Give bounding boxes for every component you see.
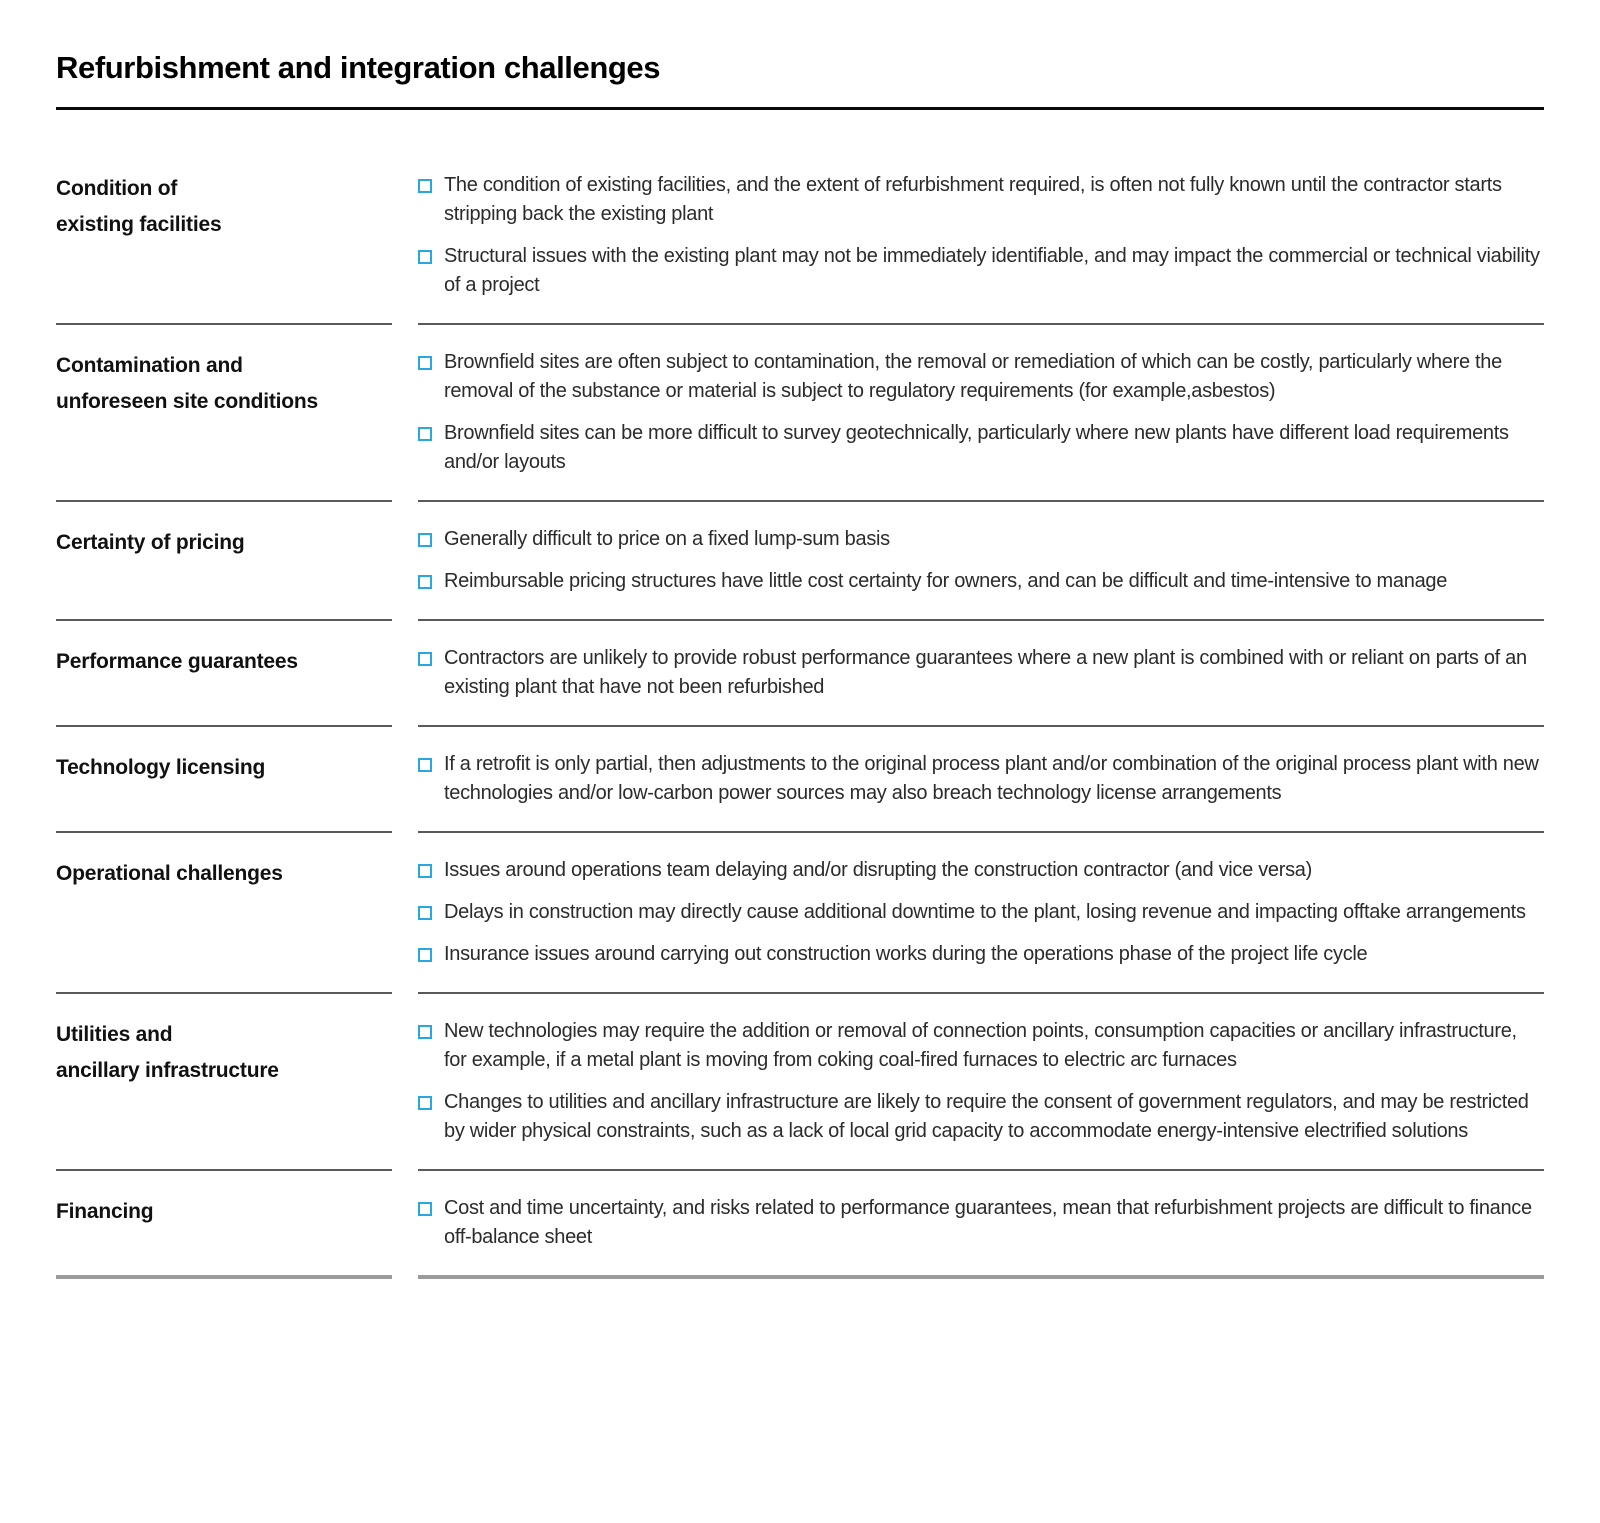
page-title: Refurbishment and integration challenges: [56, 50, 661, 85]
bullet-item: [418, 525, 1544, 554]
square-bullet-icon: [418, 1096, 432, 1110]
bullet-item: [418, 567, 1544, 596]
square-bullet-icon: [418, 427, 432, 441]
bullet-item: [418, 419, 1544, 477]
row-label-line: Utilities and: [56, 1022, 173, 1046]
row-label-line: Contamination and: [56, 353, 243, 377]
row-bullets: [418, 727, 1544, 833]
row-bullets: [418, 994, 1544, 1171]
square-bullet-icon: [418, 948, 432, 962]
bullet-text: Delays in construction may directly cause additional downtime to the plant, losing revenue and impacting offtake arrangements: [444, 900, 1526, 923]
row-label-line: existing facilities: [56, 212, 222, 236]
bullet-item: [418, 171, 1544, 229]
table-row: [56, 727, 1544, 833]
square-bullet-icon: [418, 533, 432, 547]
row-label: [56, 1171, 392, 1279]
row-label: [56, 148, 392, 325]
square-bullet-icon: [418, 906, 432, 920]
bullet-item: [418, 1017, 1544, 1075]
bullet-text: Structural issues with the existing plant may not be immediately identifiable, and may impact the commercial or technical viability of a project: [444, 244, 1540, 296]
row-bullets: [418, 148, 1544, 325]
bullet-text: Reimbursable pricing structures have little cost certainty for owners, and can be difficult and time-intensive to manage: [444, 569, 1448, 592]
row-label-line: Performance guarantees: [56, 649, 298, 673]
row-label-line: Certainty of pricing: [56, 530, 245, 554]
bullet-text: Insurance issues around carrying out construction works during the operations phase of the project life cycle: [444, 942, 1368, 965]
square-bullet-icon: [418, 652, 432, 666]
bullet-text: Brownfield sites are often subject to contamination, the removal or remediation of which can be costly, particularly where the removal of the substance or material is subject to regulatory requirements (for example,asbestos): [444, 350, 1502, 402]
bullet-text: Cost and time uncertainty, and risks related to performance guarantees, mean that refurbishment projects are difficult to finance off-balance sheet: [444, 1196, 1532, 1248]
bullet-item: [418, 644, 1544, 702]
row-label: [56, 621, 392, 727]
row-label-line: Condition of: [56, 176, 178, 200]
bullet-text: If a retrofit is only partial, then adjustments to the original process plant and/or combination of the original process plant with new technologies and/or low-carbon power sources may also breach technology license arrangements: [444, 752, 1539, 804]
row-label-line: Operational challenges: [56, 861, 283, 885]
bullet-text: Brownfield sites can be more difficult to survey geotechnically, particularly where new plants have different load requirements and/or layouts: [444, 421, 1509, 473]
bullet-item: [418, 1194, 1544, 1252]
square-bullet-icon: [418, 1202, 432, 1216]
table-row: [56, 621, 1544, 727]
bullet-item: [418, 940, 1544, 969]
bullet-item: [418, 348, 1544, 406]
row-bullets: [418, 833, 1544, 994]
square-bullet-icon: [418, 250, 432, 264]
row-label: [56, 727, 392, 833]
title-rule: [56, 107, 1544, 110]
square-bullet-icon: [418, 179, 432, 193]
table-row: [56, 502, 1544, 621]
bullet-item: [418, 1088, 1544, 1146]
table-row: [56, 148, 1544, 325]
document-page: [0, 50, 1600, 1279]
row-bullets: [418, 1171, 1544, 1279]
row-label-line: Technology licensing: [56, 755, 266, 779]
table-row: [56, 833, 1544, 994]
challenges-table: [56, 148, 1544, 1279]
square-bullet-icon: [418, 575, 432, 589]
row-bullets: [418, 621, 1544, 727]
bullet-text: New technologies may require the addition or removal of connection points, consumption capacities or ancillary infrastructure, for example, if a metal plant is moving from coking coal-fired furnaces to electric arc furnaces: [444, 1019, 1517, 1071]
bullet-text: The condition of existing facilities, and the extent of refurbishment required, is often not fully known until the contractor starts stripping back the existing plant: [444, 173, 1502, 225]
bullet-text: Issues around operations team delaying and/or disrupting the construction contractor (and vice versa): [444, 858, 1312, 881]
square-bullet-icon: [418, 864, 432, 878]
row-label: [56, 502, 392, 621]
table-row: [56, 325, 1544, 502]
square-bullet-icon: [418, 1025, 432, 1039]
row-label: [56, 325, 392, 502]
bullet-text: Contractors are unlikely to provide robust performance guarantees where a new plant is combined with or reliant on parts of an existing plant that have not been refurbished: [444, 646, 1527, 698]
row-label: [56, 833, 392, 994]
table-row: [56, 994, 1544, 1171]
bullet-text: Generally difficult to price on a fixed lump-sum basis: [444, 527, 890, 550]
bullet-item: [418, 856, 1544, 885]
bullet-text: Changes to utilities and ancillary infrastructure are likely to require the consent of government regulators, and may be restricted by wider physical constraints, such as a lack of local grid capacity to accommodate energy-intensive electrified solutions: [444, 1090, 1529, 1142]
row-label: [56, 994, 392, 1171]
bullet-item: [418, 898, 1544, 927]
row-label-line: unforeseen site conditions: [56, 389, 319, 413]
table-row: [56, 1171, 1544, 1279]
bullet-item: [418, 242, 1544, 300]
square-bullet-icon: [418, 758, 432, 772]
row-label-line: Financing: [56, 1199, 154, 1223]
bullet-item: [418, 750, 1544, 808]
row-label-line: ancillary infrastructure: [56, 1058, 279, 1082]
row-bullets: [418, 502, 1544, 621]
row-bullets: [418, 325, 1544, 502]
square-bullet-icon: [418, 356, 432, 370]
